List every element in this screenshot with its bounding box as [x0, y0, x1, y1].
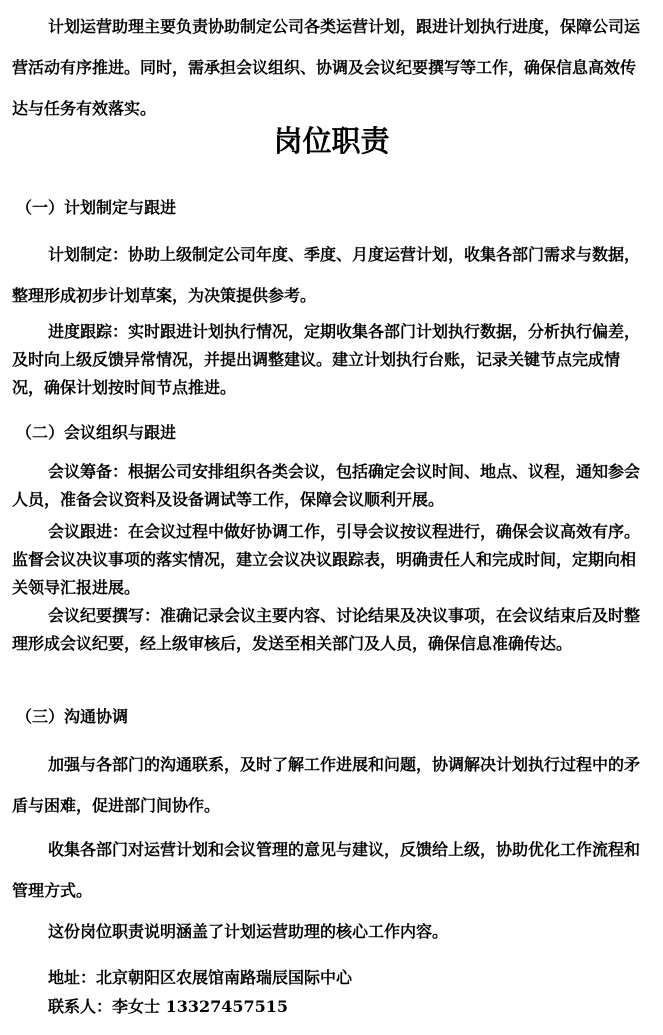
section-title-communication: （三）沟通协调 [16, 707, 129, 726]
paragraph-meeting-minutes: 会议纪要撰写：准确记录会议主要内容、讨论结果及决议事项，在会议结束后及时整理形成会议纪要，经上级审核后，发送至相关部门及人员，确保信息准确传达。 [12, 606, 641, 653]
intro-paragraph: 计划运营助理主要负责协助制定公司各类运营计划，跟进计划执行进度，保障公司运营活动有序推进。同时，需承担会议组织、协调及会议纪要撰写等工作，确保信息高效传达与任务有效落实。 [12, 17, 641, 118]
paragraph-plan-making: 计划制定：协助上级制定公司年度、季度、月度运营计划，收集各部门需求与数据，整理形成初步计划草案，为决策提供参考。 [12, 245, 641, 305]
paragraph-meeting-prep: 会议筹备：根据公司安排组织各类会议，包括确定会议时间、地点、议程，通知参会人员，准备会议资料及设备调试等工作，保障会议顺利开展。 [12, 462, 641, 509]
paragraph-progress-tracking: 进度跟踪：实时跟进计划执行情况，定期收集各部门计划执行数据，分析执行偏差，及时向上级反馈异常情况，并提出调整建议。建立计划执行台账，记录关键节点完成情况，确保计划按时间节点推进。 [12, 322, 641, 397]
contact-person: 联系人：李女士 13327457515 [48, 997, 289, 1016]
paragraph-meeting-followup: 会议跟进：在会议过程中做好协调工作，引导会议按议程进行，确保会议高效有序。监督会议决议事项的落实情况，建立会议决议跟踪表，明确责任人和完成时间，定期向相关领导汇报进展。 [12, 522, 641, 597]
contact-address: 地址：北京朝阳区农展馆南路瑞辰国际中心 [48, 968, 353, 987]
main-heading: 岗位职责 [273, 124, 390, 158]
section-title-plan: （一）计划制定与跟进 [16, 198, 177, 217]
paragraph-communication-2: 收集各部门对运营计划和会议管理的意见与建议，反馈给上级，协助优化工作流程和管理方式。 [12, 840, 641, 900]
paragraph-communication-1: 加强与各部门的沟通联系，及时了解工作进展和问题，协调解决计划执行过程中的矛盾与困难，促进部门间协作。 [12, 755, 641, 815]
section-title-meeting: （二）会议组织与跟进 [16, 423, 177, 442]
summary-paragraph: 这份岗位职责说明涵盖了计划运营助理的核心工作内容。 [48, 922, 449, 941]
